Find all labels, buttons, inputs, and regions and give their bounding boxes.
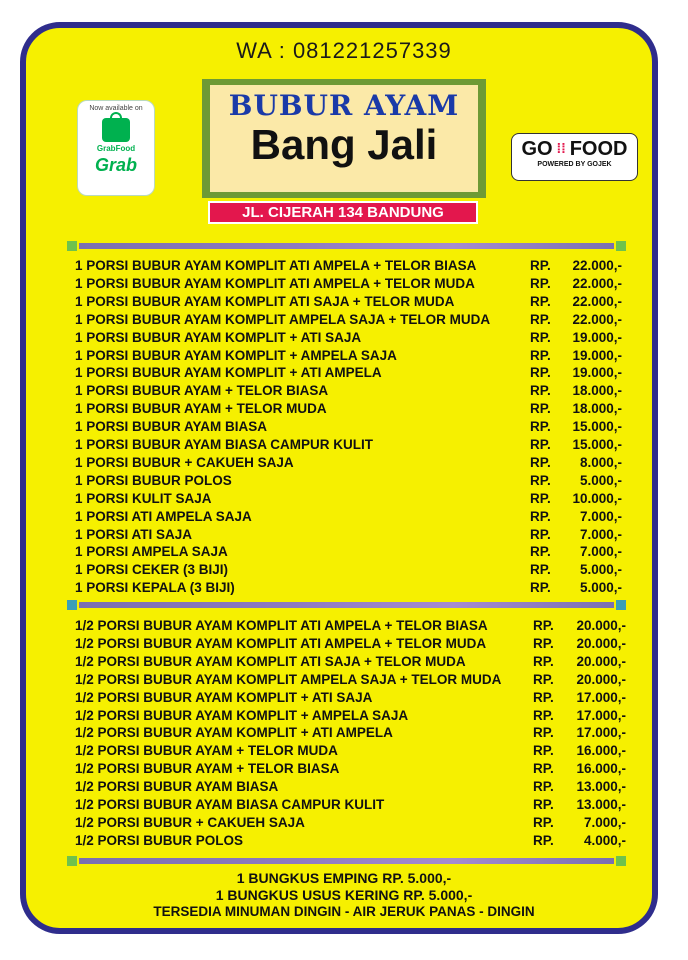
menu-row xyxy=(75,526,640,544)
menu-item-currency: RP. xyxy=(533,653,554,669)
menu-item-currency: RP. xyxy=(533,814,554,830)
footer-usus: 1 BUNGKUS USUS KERING RP. 5.000,- xyxy=(215,887,473,903)
menu-row xyxy=(75,635,640,653)
menu-row xyxy=(75,490,640,508)
grab-food-text: GrabFood xyxy=(96,144,136,153)
grabfood-badge xyxy=(77,100,155,196)
logo-name: Bang Jali xyxy=(250,121,438,168)
menu-item-price: 5.000,- xyxy=(579,580,622,596)
menu-item-name: 1/2 PORSI BUBUR AYAM KOMPLIT ATI AMPELA + TELOR BIASA xyxy=(75,618,488,633)
menu-item-currency: RP. xyxy=(533,689,554,705)
divider-dot xyxy=(616,241,626,251)
menu-item-currency: RP. xyxy=(533,618,554,633)
menu-item-currency: RP. xyxy=(530,580,551,596)
gofood-powered: POWERED BY GOJEK xyxy=(537,161,612,168)
menu-item-price: 19.000,- xyxy=(572,347,622,363)
address-banner: JL. CIJERAH 134 BANDUNG xyxy=(208,201,478,224)
menu-item-name: 1 PORSI KULIT SAJA xyxy=(75,490,212,506)
menu-item-price: 7.000,- xyxy=(579,526,622,542)
menu-item-name: 1/2 PORSI BUBUR + CAKUEH SAJA xyxy=(75,814,305,830)
menu-row xyxy=(75,436,640,454)
menu-row xyxy=(75,671,640,689)
menu-row xyxy=(75,472,640,490)
menu-row xyxy=(75,329,640,347)
menu-item-currency: RP. xyxy=(530,419,551,435)
menu-item-name: 1/2 PORSI BUBUR AYAM + TELOR BIASA xyxy=(75,761,340,777)
menu-item-name: 1/2 PORSI BUBUR AYAM KOMPLIT AMPELA SAJA + TELOR MUDA xyxy=(75,671,502,687)
menu-item-currency: RP. xyxy=(533,779,554,795)
gofood-food: FOOD xyxy=(569,138,628,160)
fork-knife-icon: ⁞⁞ xyxy=(552,140,570,156)
menu-row xyxy=(75,508,640,526)
menu-item-name: 1 PORSI BUBUR AYAM KOMPLIT ATI SAJA + TELOR MUDA xyxy=(75,293,455,309)
divider-dot xyxy=(67,241,77,251)
menu-item-price: 17.000,- xyxy=(576,725,626,741)
menu-item-price: 15.000,- xyxy=(572,437,622,452)
menu-item-currency: RP. xyxy=(533,707,554,723)
grab-bag-icon xyxy=(102,118,130,142)
menu-item-price: 18.000,- xyxy=(572,383,622,399)
menu-item-price: 22.000,- xyxy=(572,275,622,291)
menu-row xyxy=(75,617,640,635)
menu-item-price: 19.000,- xyxy=(572,365,622,381)
menu-item-price: 16.000,- xyxy=(576,761,626,777)
menu-item-name: 1 PORSI BUBUR AYAM KOMPLIT + ATI SAJA xyxy=(75,329,362,345)
menu-item-currency: RP. xyxy=(530,311,551,327)
menu-item-currency: RP. xyxy=(530,365,551,381)
menu-item-name: 1 PORSI BUBUR AYAM + TELOR BIASA xyxy=(75,383,329,399)
divider-dot xyxy=(616,600,626,610)
menu-row xyxy=(75,257,640,275)
menu-item-currency: RP. xyxy=(530,437,551,452)
section-divider-bottom xyxy=(67,855,626,867)
menu-row xyxy=(75,724,640,742)
divider-dot xyxy=(67,600,77,610)
menu-row xyxy=(75,418,640,436)
menu-item-currency: RP. xyxy=(530,490,551,506)
menu-item-price: 8.000,- xyxy=(579,454,622,470)
menu-item-name: 1 PORSI BUBUR POLOS xyxy=(75,472,232,488)
menu-item-price: 19.000,- xyxy=(572,329,622,345)
menu-item-price: 17.000,- xyxy=(576,689,626,705)
menu-row xyxy=(75,347,640,365)
menu-item-name: 1 PORSI BUBUR AYAM KOMPLIT + AMPELA SAJA xyxy=(75,347,397,363)
logo-title: BUBUR AYAM xyxy=(228,89,460,122)
menu-item-name: 1 PORSI BUBUR AYAM KOMPLIT ATI AMPELA + TELOR BIASA xyxy=(75,258,477,273)
menu-item-currency: RP. xyxy=(533,725,554,741)
menu-item-currency: RP. xyxy=(530,401,551,417)
menu-item-name: 1 PORSI BUBUR + CAKUEH SAJA xyxy=(75,454,294,470)
menu-item-price: 20.000,- xyxy=(576,671,626,687)
menu-row xyxy=(75,561,640,579)
menu-item-price: 10.000,- xyxy=(572,490,622,506)
menu-item-price: 22.000,- xyxy=(572,311,622,327)
menu-item-price: 7.000,- xyxy=(579,508,622,524)
menu-item-currency: RP. xyxy=(533,761,554,777)
menu-item-currency: RP. xyxy=(533,671,554,687)
menu-item-currency: RP. xyxy=(530,544,551,560)
menu-row xyxy=(75,832,640,850)
menu-item-price: 16.000,- xyxy=(576,743,626,759)
menu-item-currency: RP. xyxy=(530,347,551,363)
menu-row xyxy=(75,778,640,796)
menu-item-currency: RP. xyxy=(530,329,551,345)
menu-item-price: 13.000,- xyxy=(576,779,626,795)
menu-item-price: 13.000,- xyxy=(576,797,626,812)
menu-item-currency: RP. xyxy=(533,743,554,759)
menu-item-currency: RP. xyxy=(530,293,551,309)
menu-item-name: 1/2 PORSI BUBUR AYAM KOMPLIT + ATI AMPELA xyxy=(75,725,393,741)
menu-item-name: 1 PORSI AMPELA SAJA xyxy=(75,544,228,560)
menu-item-name: 1/2 PORSI BUBUR AYAM + TELOR MUDA xyxy=(75,743,338,759)
menu-item-currency: RP. xyxy=(530,258,551,273)
menu-item-price: 18.000,- xyxy=(572,401,622,417)
menu-item-name: 1/2 PORSI BUBUR AYAM KOMPLIT ATI SAJA + TELOR MUDA xyxy=(75,653,466,669)
menu-row xyxy=(75,293,640,311)
menu-item-name: 1/2 PORSI BUBUR AYAM KOMPLIT + ATI SAJA xyxy=(75,689,373,705)
grab-available-text: Now available on xyxy=(89,105,143,112)
menu-item-currency: RP. xyxy=(533,635,554,651)
gofood-badge xyxy=(511,133,638,181)
menu-row xyxy=(75,400,640,418)
footer-emping: 1 BUNGKUS EMPING RP. 5.000,- xyxy=(236,870,452,886)
gofood-go: GO xyxy=(521,138,553,160)
menu-item-currency: RP. xyxy=(530,472,551,488)
menu-item-price: 20.000,- xyxy=(576,635,626,651)
menu-row xyxy=(75,579,640,597)
section-divider-top xyxy=(67,240,626,252)
menu-item-price: 7.000,- xyxy=(583,814,626,830)
menu-item-price: 5.000,- xyxy=(579,562,622,578)
menu-item-currency: RP. xyxy=(530,454,551,470)
menu-row xyxy=(75,707,640,725)
menu-item-name: 1 PORSI ATI AMPELA SAJA xyxy=(75,508,252,524)
menu-item-name: 1 PORSI BUBUR AYAM BIASA xyxy=(75,419,268,435)
menu-item-currency: RP. xyxy=(533,797,554,812)
menu-row xyxy=(75,796,640,814)
menu-item-price: 17.000,- xyxy=(576,707,626,723)
menu-item-price: 15.000,- xyxy=(572,419,622,435)
menu-row xyxy=(75,454,640,472)
menu-row xyxy=(75,275,640,293)
menu-item-price: 20.000,- xyxy=(576,618,626,633)
menu-row xyxy=(75,543,640,561)
menu-item-price: 22.000,- xyxy=(572,258,622,273)
menu-item-currency: RP. xyxy=(530,383,551,399)
menu-item-price: 20.000,- xyxy=(576,653,626,669)
menu-row xyxy=(75,653,640,671)
menu-item-price: 22.000,- xyxy=(572,293,622,309)
menu-item-name: 1/2 PORSI BUBUR AYAM KOMPLIT ATI AMPELA + TELOR MUDA xyxy=(75,635,487,651)
divider-dot xyxy=(616,856,626,866)
menu-item-name: 1 PORSI BUBUR AYAM KOMPLIT ATI AMPELA + TELOR MUDA xyxy=(75,275,475,291)
menu-row xyxy=(75,311,640,329)
grab-logo-text: Grab xyxy=(94,155,137,175)
menu-item-name: 1/2 PORSI BUBUR POLOS xyxy=(75,832,244,848)
menu-item-price: 5.000,- xyxy=(579,472,622,488)
menu-item-name: 1/2 PORSI BUBUR AYAM KOMPLIT + AMPELA SAJA xyxy=(75,707,409,723)
menu-item-name: 1 PORSI BUBUR AYAM KOMPLIT AMPELA SAJA + TELOR MUDA xyxy=(75,311,491,327)
menu-row xyxy=(75,689,640,707)
menu-item-name: 1 PORSI CEKER (3 BIJI) xyxy=(75,562,229,578)
footer-drinks: TERSEDIA MINUMAN DINGIN - AIR JERUK PANAS - DINGIN xyxy=(153,904,535,919)
menu-item-price: 4.000,- xyxy=(583,832,626,848)
menu-item-price: 7.000,- xyxy=(579,544,622,560)
whatsapp-contact: WA : 081221257339 xyxy=(236,38,452,63)
menu-item-name: 1/2 PORSI BUBUR AYAM BIASA xyxy=(75,779,279,795)
menu-item-name: 1 PORSI BUBUR AYAM + TELOR MUDA xyxy=(75,401,327,417)
menu-row xyxy=(75,814,640,832)
menu-item-name: 1 PORSI BUBUR AYAM BIASA CAMPUR KULIT xyxy=(75,437,374,452)
menu-row xyxy=(75,364,640,382)
menu-item-currency: RP. xyxy=(530,562,551,578)
menu-item-name: 1 PORSI KEPALA (3 BIJI) xyxy=(75,580,235,596)
menu-row xyxy=(75,742,640,760)
section-divider-middle xyxy=(67,599,626,611)
menu-item-name: 1 PORSI ATI SAJA xyxy=(75,526,193,542)
menu-item-name: 1/2 PORSI BUBUR AYAM BIASA CAMPUR KULIT xyxy=(75,797,385,812)
menu-item-currency: RP. xyxy=(533,832,554,848)
menu-row xyxy=(75,382,640,400)
menu-item-currency: RP. xyxy=(530,526,551,542)
menu-row xyxy=(75,760,640,778)
menu-item-name: 1 PORSI BUBUR AYAM KOMPLIT + ATI AMPELA xyxy=(75,365,382,381)
divider-dot xyxy=(67,856,77,866)
brand-logo xyxy=(202,79,486,198)
menu-item-currency: RP. xyxy=(530,275,551,291)
menu-item-currency: RP. xyxy=(530,508,551,524)
